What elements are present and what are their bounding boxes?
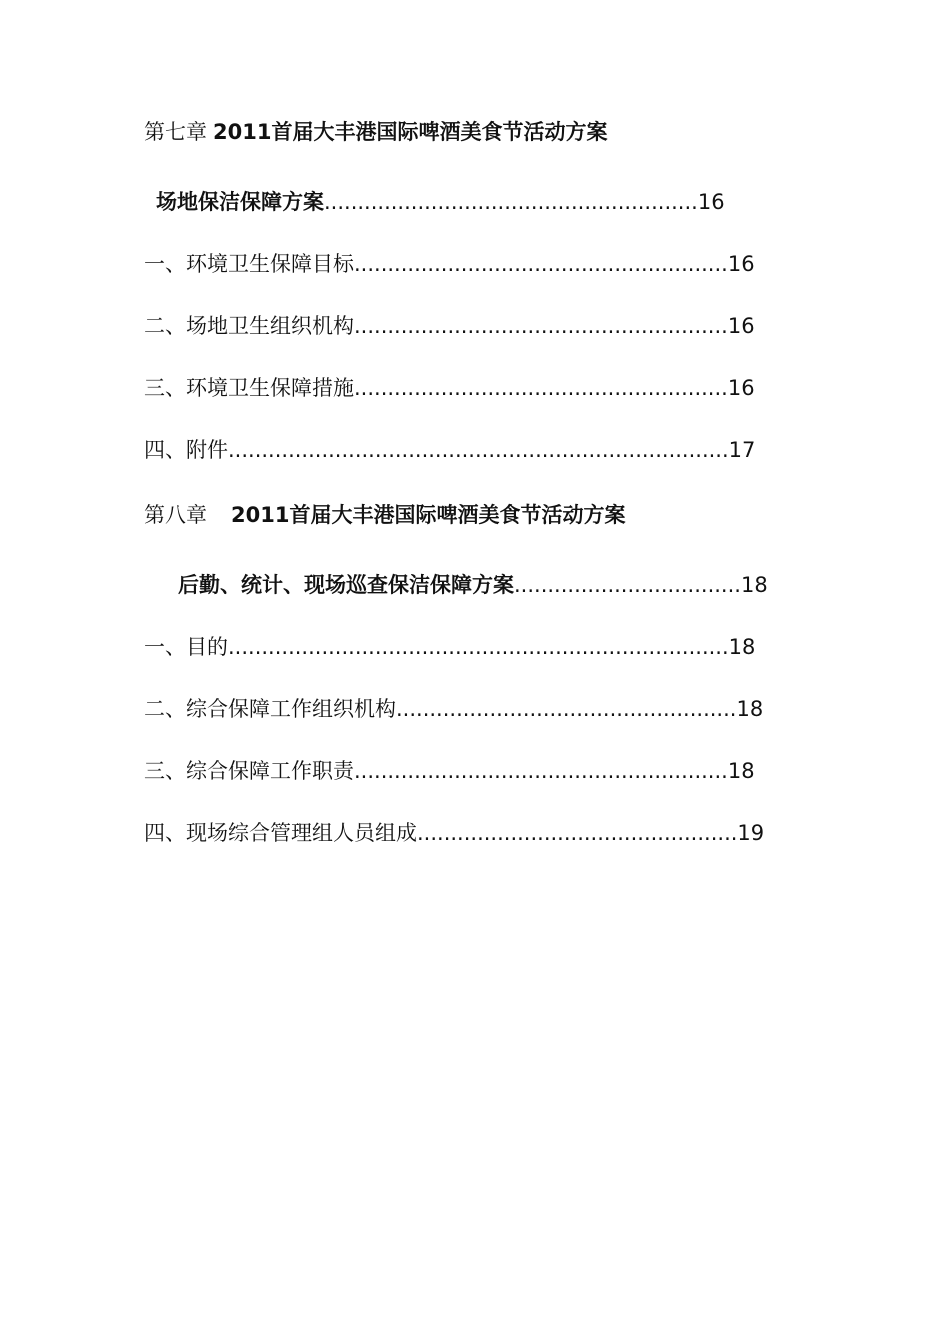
toc-page-number: 16 bbox=[727, 314, 755, 338]
toc-entry-label: 二、综合保障工作组织机构 bbox=[144, 697, 396, 721]
toc-leader: ........................................................ bbox=[324, 190, 698, 214]
chapter-7-heading bbox=[144, 118, 607, 146]
toc-entry-label: 二、场地卫生组织机构 bbox=[144, 314, 354, 338]
chapter-7-title: 2011首届大丰港国际啤酒美食节活动方案 bbox=[213, 120, 608, 144]
chapter-8-title: 2011首届大丰港国际啤酒美食节活动方案 bbox=[231, 503, 626, 527]
toc-leader: ................................................ bbox=[417, 821, 738, 845]
toc-leader: ................................................... bbox=[396, 697, 737, 721]
chapter-7-subtitle-entry[interactable] bbox=[156, 188, 725, 216]
toc-leader: .................................. bbox=[514, 573, 741, 597]
toc-entry-label: 三、综合保障工作职责 bbox=[144, 759, 354, 783]
toc-page-number: 18 bbox=[727, 759, 755, 783]
toc-leader: ........................................................ bbox=[354, 759, 728, 783]
toc-entry[interactable] bbox=[144, 757, 755, 785]
toc-leader: ........................................................ bbox=[354, 252, 728, 276]
toc-entry[interactable] bbox=[144, 250, 755, 278]
toc-entry-label: 一、目的 bbox=[144, 635, 228, 659]
chapter-8-heading bbox=[144, 501, 625, 529]
toc-entry-label: 三、环境卫生保障措施 bbox=[144, 376, 354, 400]
chapter-8-subtitle-entry[interactable] bbox=[178, 571, 768, 599]
toc-entry[interactable] bbox=[144, 819, 764, 847]
toc-page-number: 16 bbox=[727, 252, 755, 276]
toc-page-number: 16 bbox=[727, 376, 755, 400]
toc-leader: ........................................................ bbox=[354, 314, 728, 338]
toc-page-number: 18 bbox=[736, 697, 764, 721]
toc-page-number: 18 bbox=[740, 573, 768, 597]
chapter-8-subtitle: 后勤、统计、现场巡查保洁保障方案 bbox=[178, 573, 514, 597]
toc-page-number: 18 bbox=[728, 635, 756, 659]
chapter-7-prefix: 第七章 bbox=[144, 120, 207, 144]
toc-page-number: 19 bbox=[737, 821, 765, 845]
chapter-8-prefix: 第八章 bbox=[144, 503, 207, 527]
toc-entry[interactable] bbox=[144, 695, 763, 723]
toc-entry[interactable] bbox=[144, 312, 755, 340]
toc-leader: ........................................................ bbox=[354, 376, 728, 400]
toc-entry[interactable] bbox=[144, 436, 755, 464]
toc-entry-label: 一、环境卫生保障目标 bbox=[144, 252, 354, 276]
toc-page-number: 17 bbox=[728, 438, 756, 462]
toc-entry-label: 四、附件 bbox=[144, 438, 228, 462]
toc-entry[interactable] bbox=[144, 374, 755, 402]
toc-entry[interactable] bbox=[144, 633, 755, 661]
toc-leader: ........................................................................... bbox=[228, 635, 729, 659]
chapter-7-subtitle: 场地保洁保障方案 bbox=[156, 190, 324, 214]
toc-page-number: 16 bbox=[697, 190, 725, 214]
toc-entry-label: 四、现场综合管理组人员组成 bbox=[144, 821, 417, 845]
toc-leader: ........................................................................... bbox=[228, 438, 729, 462]
